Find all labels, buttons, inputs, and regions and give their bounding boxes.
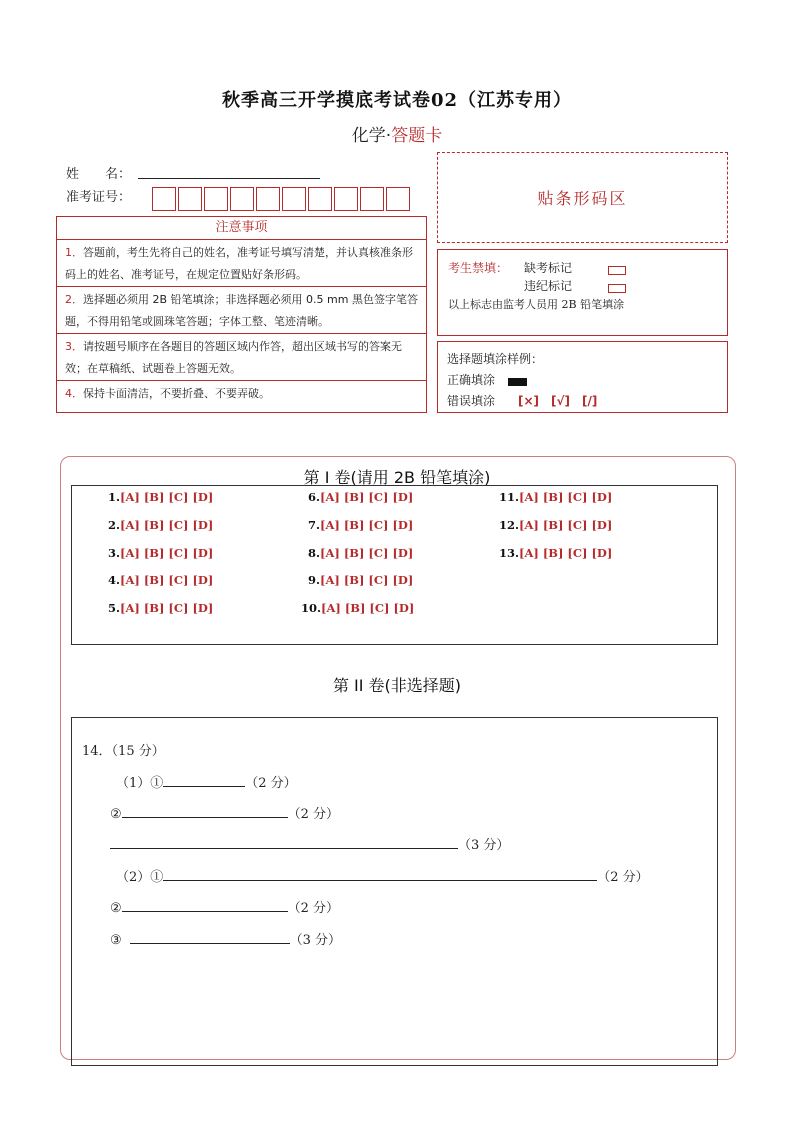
name-label: 姓 名： bbox=[66, 167, 132, 182]
violation-mark-box[interactable] bbox=[608, 278, 626, 297]
q14-part2-1 bbox=[116, 866, 649, 885]
examiner-marks-box bbox=[437, 249, 728, 336]
section1-title: 第 I 卷(请用 2B 铅笔填涂) bbox=[303, 468, 491, 487]
wrong-fill-samples: [×] [√] [/] bbox=[518, 394, 598, 408]
answer-card-label: 答题卡 bbox=[391, 126, 443, 146]
notice-item-text: 保持卡面清洁，不要折叠、不要弄破。 bbox=[83, 387, 270, 400]
mcq-question-4[interactable]: 4.[A] [B] [C] [D] bbox=[108, 573, 214, 587]
answer-blank[interactable] bbox=[122, 805, 288, 818]
q14-answer-box bbox=[71, 717, 718, 1066]
mcq-question-8[interactable]: 8.[A] [B] [C] [D] bbox=[308, 546, 414, 560]
notice-item-text: 请按题号顺序在各题目的答题区域内作答，超出区域书写的答案无效；在草稿纸、试题卷上答题无效。 bbox=[65, 340, 402, 375]
notice-box bbox=[56, 216, 427, 413]
wrong-fill-label: 错误填涂 bbox=[447, 394, 496, 408]
mcq-question-5[interactable]: 5.[A] [B] [C] [D] bbox=[108, 601, 214, 615]
id-digit-box[interactable] bbox=[360, 187, 384, 211]
q14-part2-1-label: （2）① bbox=[116, 870, 164, 885]
mcq-question-12[interactable]: 12.[A] [B] [C] [D] bbox=[499, 518, 613, 532]
id-label: 准考证号： bbox=[66, 190, 132, 205]
notice-item-number: 3． bbox=[65, 340, 83, 353]
points-label: （3 分） bbox=[458, 838, 510, 853]
barcode-label: 贴条形码区 bbox=[537, 189, 628, 208]
absent-mark-label: 缺考标记 bbox=[524, 261, 573, 275]
notice-item-number: 4． bbox=[65, 387, 83, 400]
page-title: 秋季高三开学摸底考试卷02（江苏专用） bbox=[221, 90, 573, 111]
id-digit-box[interactable] bbox=[256, 187, 280, 211]
correct-fill-label: 正确填涂 bbox=[447, 373, 496, 387]
violation-mark-label: 违纪标记 bbox=[524, 279, 573, 293]
answer-blank[interactable] bbox=[110, 836, 458, 849]
id-digit-box[interactable] bbox=[282, 187, 306, 211]
mcq-grid bbox=[71, 485, 718, 645]
mcq-question-10[interactable]: 10.[A] [B] [C] [D] bbox=[301, 601, 415, 615]
id-digit-box[interactable] bbox=[204, 187, 228, 211]
mcq-question-1[interactable]: 1.[A] [B] [C] [D] bbox=[108, 490, 214, 504]
notice-item-text: 答题前，考生先将自己的姓名，准考证号填写清楚，并认真核准条形码上的姓名、准考证号，在规定位置贴好条形码。 bbox=[65, 246, 413, 281]
q14-part1-2-label: ② bbox=[110, 807, 122, 822]
id-digit-box[interactable] bbox=[230, 187, 254, 211]
id-digit-box[interactable] bbox=[152, 187, 176, 211]
points-label: （2 分） bbox=[245, 776, 297, 791]
answer-blank[interactable] bbox=[122, 899, 288, 912]
mcq-question-6[interactable]: 6.[A] [B] [C] [D] bbox=[308, 490, 414, 504]
correct-fill-sample bbox=[508, 371, 527, 390]
notice-heading: 注意事项 bbox=[57, 217, 426, 240]
answer-blank[interactable] bbox=[163, 868, 597, 881]
notice-item-text: 选择题必须用 2B 铅笔填涂；非选择题必须用 0.5 mm 黑色签字笔答题，不得用铅笔或圆珠笔答题；字体工整、笔迹清晰。 bbox=[65, 293, 418, 328]
name-field[interactable] bbox=[138, 178, 320, 179]
notice-item-number: 1． bbox=[65, 246, 83, 259]
q14-part1-1 bbox=[116, 772, 297, 791]
points-label: （3 分） bbox=[289, 933, 342, 948]
notice-item bbox=[57, 287, 426, 334]
mcq-question-13[interactable]: 13.[A] [B] [C] [D] bbox=[499, 546, 613, 560]
q14-part2-2-label: ② bbox=[110, 901, 122, 916]
subject-label: 化学· bbox=[351, 126, 392, 146]
mcq-question-3[interactable]: 3.[A] [B] [C] [D] bbox=[108, 546, 214, 560]
barcode-area bbox=[437, 152, 728, 243]
answer-blank[interactable] bbox=[163, 774, 245, 787]
mcq-question-2[interactable]: 2.[A] [B] [C] [D] bbox=[108, 518, 214, 532]
id-digit-box[interactable] bbox=[334, 187, 358, 211]
points-label: （2 分） bbox=[597, 870, 649, 885]
page-subtitle bbox=[0, 121, 794, 146]
notice-item bbox=[57, 381, 426, 409]
forbidden-note: 以上标志由监考人员用 2B 铅笔填涂 bbox=[448, 298, 625, 311]
points-label: （2 分） bbox=[287, 901, 340, 916]
forbidden-label: 考生禁填： bbox=[448, 261, 509, 275]
q14-part2-2 bbox=[110, 897, 339, 916]
points-label: （2 分） bbox=[287, 807, 340, 822]
q14-part1-2 bbox=[110, 803, 339, 822]
mcq-question-7[interactable]: 7.[A] [B] [C] [D] bbox=[308, 518, 414, 532]
answer-blank[interactable] bbox=[130, 931, 290, 944]
notice-item bbox=[57, 334, 426, 381]
notice-item-number: 2． bbox=[65, 293, 83, 306]
id-digit-box[interactable] bbox=[308, 187, 332, 211]
notice-item bbox=[57, 240, 426, 287]
q14-part2-3-label: ③ bbox=[110, 933, 122, 948]
q14-header: 14．（15 分） bbox=[82, 744, 165, 759]
mcq-question-9[interactable]: 9.[A] [B] [C] [D] bbox=[308, 573, 414, 587]
id-digit-box[interactable] bbox=[386, 187, 410, 211]
q14-part2-3 bbox=[110, 929, 341, 948]
sample-heading: 选择题填涂样例： bbox=[447, 352, 544, 366]
id-number-boxes bbox=[152, 187, 410, 211]
absent-mark-box[interactable] bbox=[608, 260, 626, 279]
q14-part1-3 bbox=[110, 834, 509, 853]
q14-part1-1-label: （1）① bbox=[116, 776, 164, 791]
id-digit-box[interactable] bbox=[178, 187, 202, 211]
section2-title: 第 II 卷(非选择题) bbox=[332, 676, 462, 695]
mcq-question-11[interactable]: 11.[A] [B] [C] [D] bbox=[499, 490, 613, 504]
fill-sample-box bbox=[437, 341, 728, 413]
